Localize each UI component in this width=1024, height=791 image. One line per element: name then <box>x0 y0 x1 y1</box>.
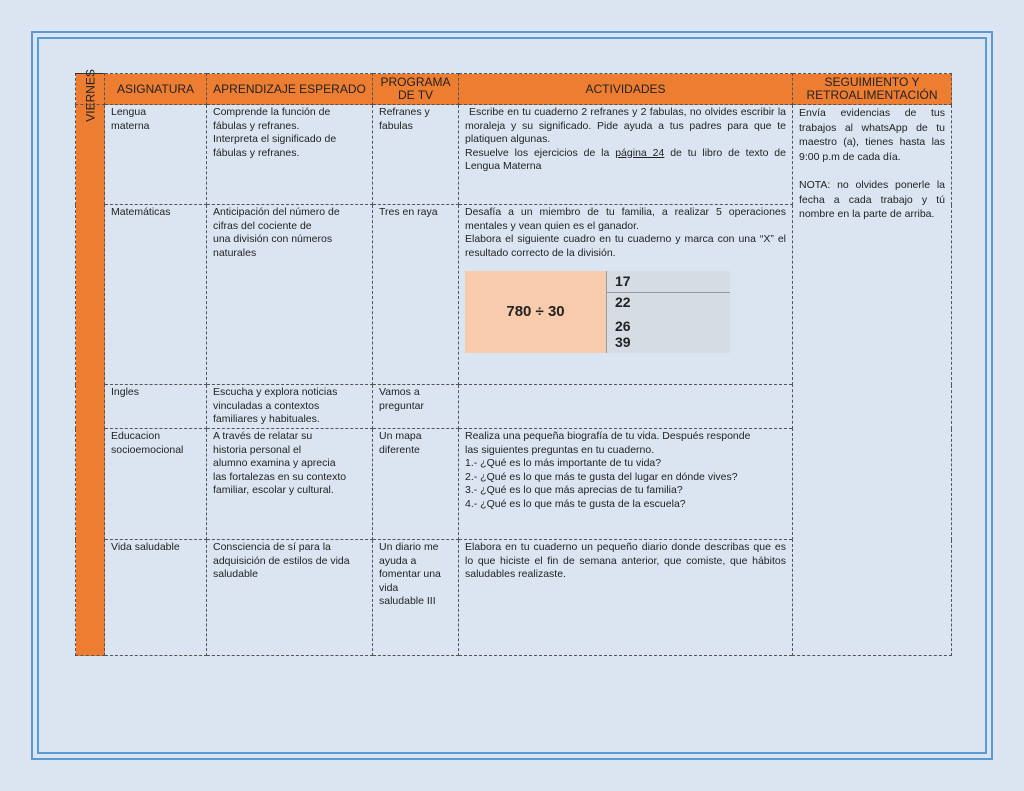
program-line: vida <box>379 581 399 594</box>
day-column <box>76 105 105 656</box>
learning-cell <box>207 205 373 385</box>
activity-cell: Elabora en tu cuaderno un pequeño diario donde describas que es lo que hiciste el fin de semana anterior, que comiste, que hábitos saludables realizaste. <box>459 540 793 656</box>
activity-paragraph-2 <box>465 147 786 174</box>
learning-line: vinculadas a contextos <box>213 399 320 412</box>
learning-line: Escucha y explora noticias <box>213 386 338 398</box>
learning-line: una división con números <box>213 233 333 245</box>
program-cell <box>373 540 459 656</box>
division-options <box>606 271 730 353</box>
activity-line: Realiza una pequeña biografía de tu vida. Después responde <box>465 430 751 442</box>
subject-line1: Lengua <box>111 106 147 118</box>
division-table <box>465 271 729 353</box>
header-seguimiento <box>793 74 952 105</box>
activity-text: Resuelve los ejercicios de la <box>465 146 616 159</box>
page-reference-link: página 24 <box>615 146 665 159</box>
learning-line: las fortalezas en su contexto <box>213 470 347 483</box>
program-line: saludable III <box>379 595 436 607</box>
learning-line: cifras del cociente de <box>213 219 312 232</box>
header-actividades: ACTIVIDADES <box>459 74 793 105</box>
program-line: ayuda a <box>379 554 417 567</box>
division-operation: 780 ÷ 30 <box>465 271 606 353</box>
program-line: diferente <box>379 443 420 456</box>
learning-line: familiares y habituales. <box>213 413 320 425</box>
learning-line: fábulas y refranes. <box>213 146 300 159</box>
division-option: 17 <box>615 273 631 289</box>
division-option: 22 <box>615 294 631 310</box>
learning-line: familiar, escolar y cultural. <box>213 484 334 496</box>
subject-cell: Ingles <box>105 385 207 429</box>
header-seguimiento-line2: RETROALIMENTACIÓN <box>806 88 938 102</box>
question-item: 1.- ¿Qué es lo más importante de tu vida? <box>465 457 662 469</box>
subject-line1: Educacion <box>111 430 161 442</box>
row-lengua-materna <box>76 105 952 205</box>
schedule-table <box>75 73 952 656</box>
header-asignatura: ASIGNATURA <box>105 74 207 105</box>
program-line: Un mapa <box>379 430 422 442</box>
seguimiento-cell <box>793 105 952 656</box>
header-programa-line2: DE TV <box>397 88 434 102</box>
learning-line: Interpreta el significado de <box>213 133 337 145</box>
activity-paragraph-2: Elabora el siguiente cuadro en tu cuaderno y marca con una “X” el resultado correcto de la división. <box>465 233 786 259</box>
seguimiento-note: NOTA: no olvides ponerle la fecha a cada trabajo y tú nombre en la parte de arriba. <box>799 179 945 220</box>
program-cell <box>373 429 459 540</box>
learning-cell <box>207 429 373 540</box>
subject-line2: materna <box>111 119 150 132</box>
question-item: 3.- ¿Qué es lo que más aprecias de tu familia? <box>465 484 683 496</box>
top-rule <box>75 73 103 74</box>
header-aprendizaje: APRENDIZAJE ESPERADO <box>207 74 373 105</box>
subject-cell: Vida saludable <box>105 540 207 656</box>
activity-cell <box>459 105 793 205</box>
learning-line: Consciencia de sí para la <box>213 541 331 553</box>
program-line: Un diario me <box>379 541 439 553</box>
learning-cell <box>207 540 373 656</box>
division-option: 26 <box>615 318 631 334</box>
program-cell <box>373 385 459 429</box>
learning-line: adquisición de estilos de vida <box>213 554 350 567</box>
learning-cell <box>207 105 373 205</box>
activity-cell <box>459 429 793 540</box>
learning-line: historia personal el <box>213 443 302 456</box>
header-programa-line1: PROGRAMA <box>380 75 451 89</box>
division-option: 39 <box>615 334 631 350</box>
learning-line: A través de relatar su <box>213 430 313 442</box>
subject-cell <box>105 429 207 540</box>
program-line: Vamos a <box>379 386 420 398</box>
header-seguimiento-line1: SEGUIMIENTO Y <box>824 75 920 89</box>
activity-text: de tu libro de texto de Lengua Materna <box>465 146 786 172</box>
activity-cell <box>459 205 793 385</box>
activity-cell <box>459 385 793 429</box>
learning-cell <box>207 385 373 429</box>
activity-paragraph: Desafía a un miembro de tu familia, a realizar 5 operaciones mentales y vean quien es el ganador. <box>465 206 786 232</box>
learning-line: Anticipación del número de <box>213 206 340 218</box>
program-line: Refranes y <box>379 106 430 118</box>
question-item: 2.- ¿Qué es lo que más te gusta del lugar en dónde vives? <box>465 470 738 483</box>
learning-line: alumno examina y aprecia <box>213 457 336 469</box>
program-line: preguntar <box>379 399 424 412</box>
subject-cell <box>105 105 207 205</box>
subject-cell: Matemáticas <box>105 205 207 385</box>
header-row <box>76 74 952 105</box>
learning-line: saludable <box>213 568 258 580</box>
learning-line: fábulas y refranes. <box>213 119 300 132</box>
program-cell <box>373 105 459 205</box>
subject-line2: socioemocional <box>111 443 184 456</box>
seguimiento-text: Envía evidencias de tus trabajos al whatsApp de tu maestro (a), tienes hasta las 9:00 p.m de cada día. <box>799 107 945 163</box>
learning-line: Comprende la función de <box>213 106 331 118</box>
program-line: fomentar una <box>379 568 441 580</box>
question-item: 4.- ¿Qué es lo que más te gusta de la escuela? <box>465 497 686 510</box>
activity-paragraph: Escribe en tu cuaderno 2 refranes y 2 fabulas, no olvides escribir la moraleja y su significado. Pide ayuda a tus padres para que te platiquen algunas. <box>465 106 786 145</box>
day-label <box>84 104 98 122</box>
program-cell: Tres en raya <box>373 205 459 385</box>
learning-line: naturales <box>213 246 257 259</box>
program-line: fabulas <box>379 119 413 132</box>
activity-line: las siguientes preguntas en tu cuaderno. <box>465 443 655 456</box>
header-programa <box>373 74 459 105</box>
